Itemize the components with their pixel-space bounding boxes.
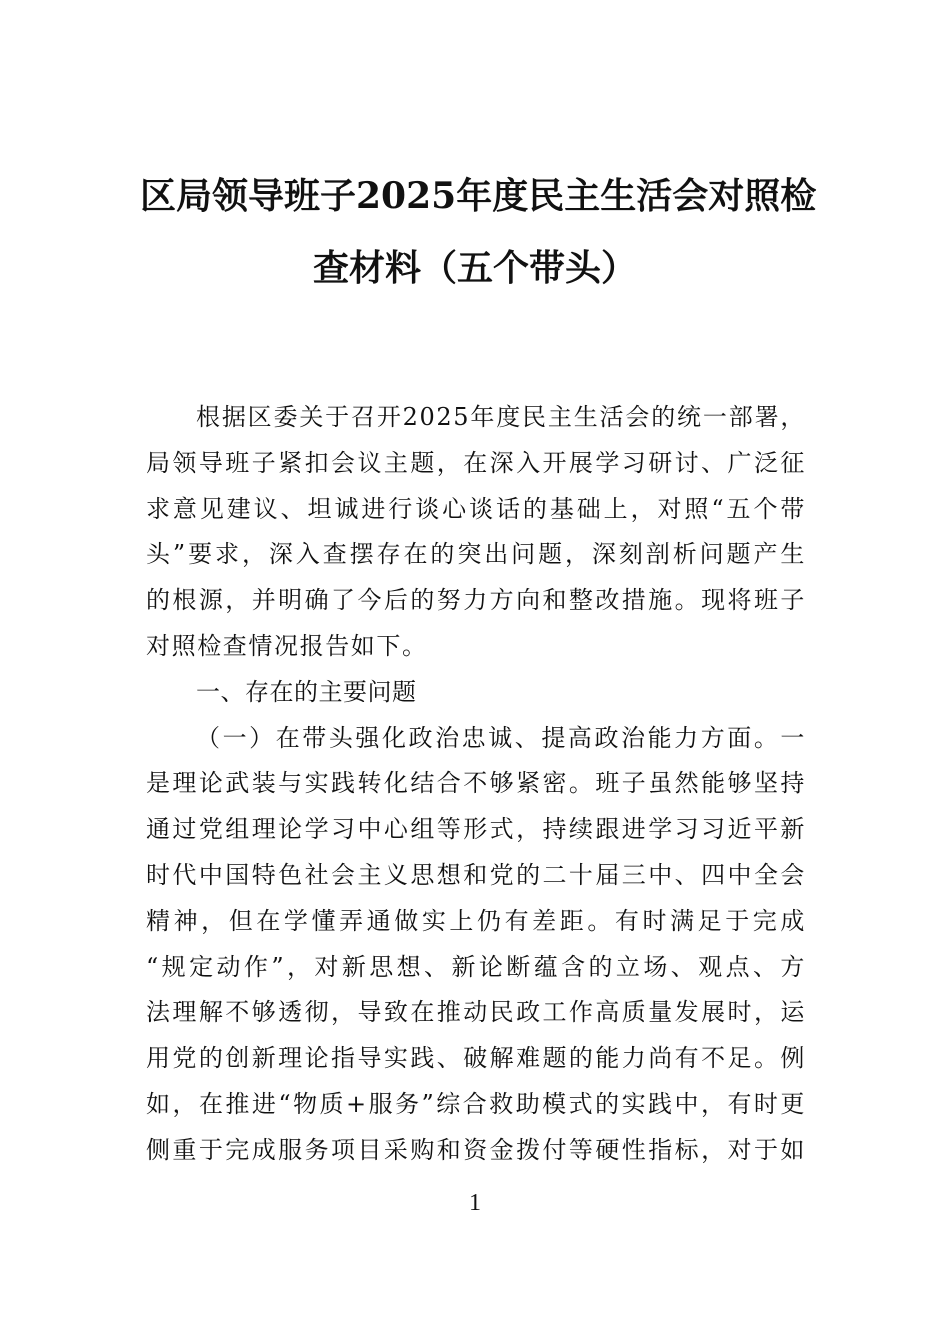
title-line-1: 区局领导班子2025年度民主生活会对照检 <box>140 175 817 217</box>
text-line: “规定动作”，对新思想、新论断蕴含的立场、观点、方 <box>146 952 806 981</box>
document-body <box>146 395 806 1174</box>
text-line: 侧重于完成服务项目采购和资金拨付等硬性指标，对于如 <box>146 1135 806 1164</box>
text-line: 精神，但在学懂弄通做实上仍有差距。有时满足于完成 <box>146 906 806 935</box>
section-heading: 一、存在的主要问题 <box>196 677 417 706</box>
paragraph-political-loyalty <box>146 716 806 1174</box>
page-number: 1 <box>469 1190 481 1216</box>
text-line: 头”要求，深入查摆存在的突出问题，深刻剖析问题产生 <box>146 540 806 569</box>
text-line: 法理解不够透彻，导致在推动民政工作高质量发展时，运 <box>146 998 806 1027</box>
paragraph-intro <box>146 395 806 670</box>
text-line: 用党的创新理论指导实践、破解难题的能力尚有不足。例 <box>146 1044 806 1073</box>
text-line: 的根源，并明确了今后的努力方向和整改措施。现将班子 <box>146 586 806 615</box>
text-line: 对照检查情况报告如下。 <box>146 631 428 660</box>
document-title <box>140 160 817 304</box>
text-line: 通过党组理论学习中心组等形式，持续跟进学习习近平新 <box>146 815 806 844</box>
text-line: 是理论武装与实践转化结合不够紧密。班子虽然能够坚持 <box>146 769 806 798</box>
text-line: 时代中国特色社会主义思想和党的二十届三中、四中全会 <box>146 860 806 889</box>
text-line: 根据区委关于召开2025年度民主生活会的统一部署， <box>196 403 806 431</box>
text-line: （一）在带头强化政治忠诚、提高政治能力方面。一 <box>196 723 806 752</box>
text-line: 求意见建议、坦诚进行谈心谈话的基础上，对照“五个带 <box>146 494 806 523</box>
text-line: 局领导班子紧扣会议主题，在深入开展学习研讨、广泛征 <box>146 448 806 477</box>
text-line: 如，在推进“物质+服务”综合救助模式的实践中，有时更 <box>146 1089 806 1118</box>
title-line-2: 查材料（五个带头） <box>312 247 637 289</box>
